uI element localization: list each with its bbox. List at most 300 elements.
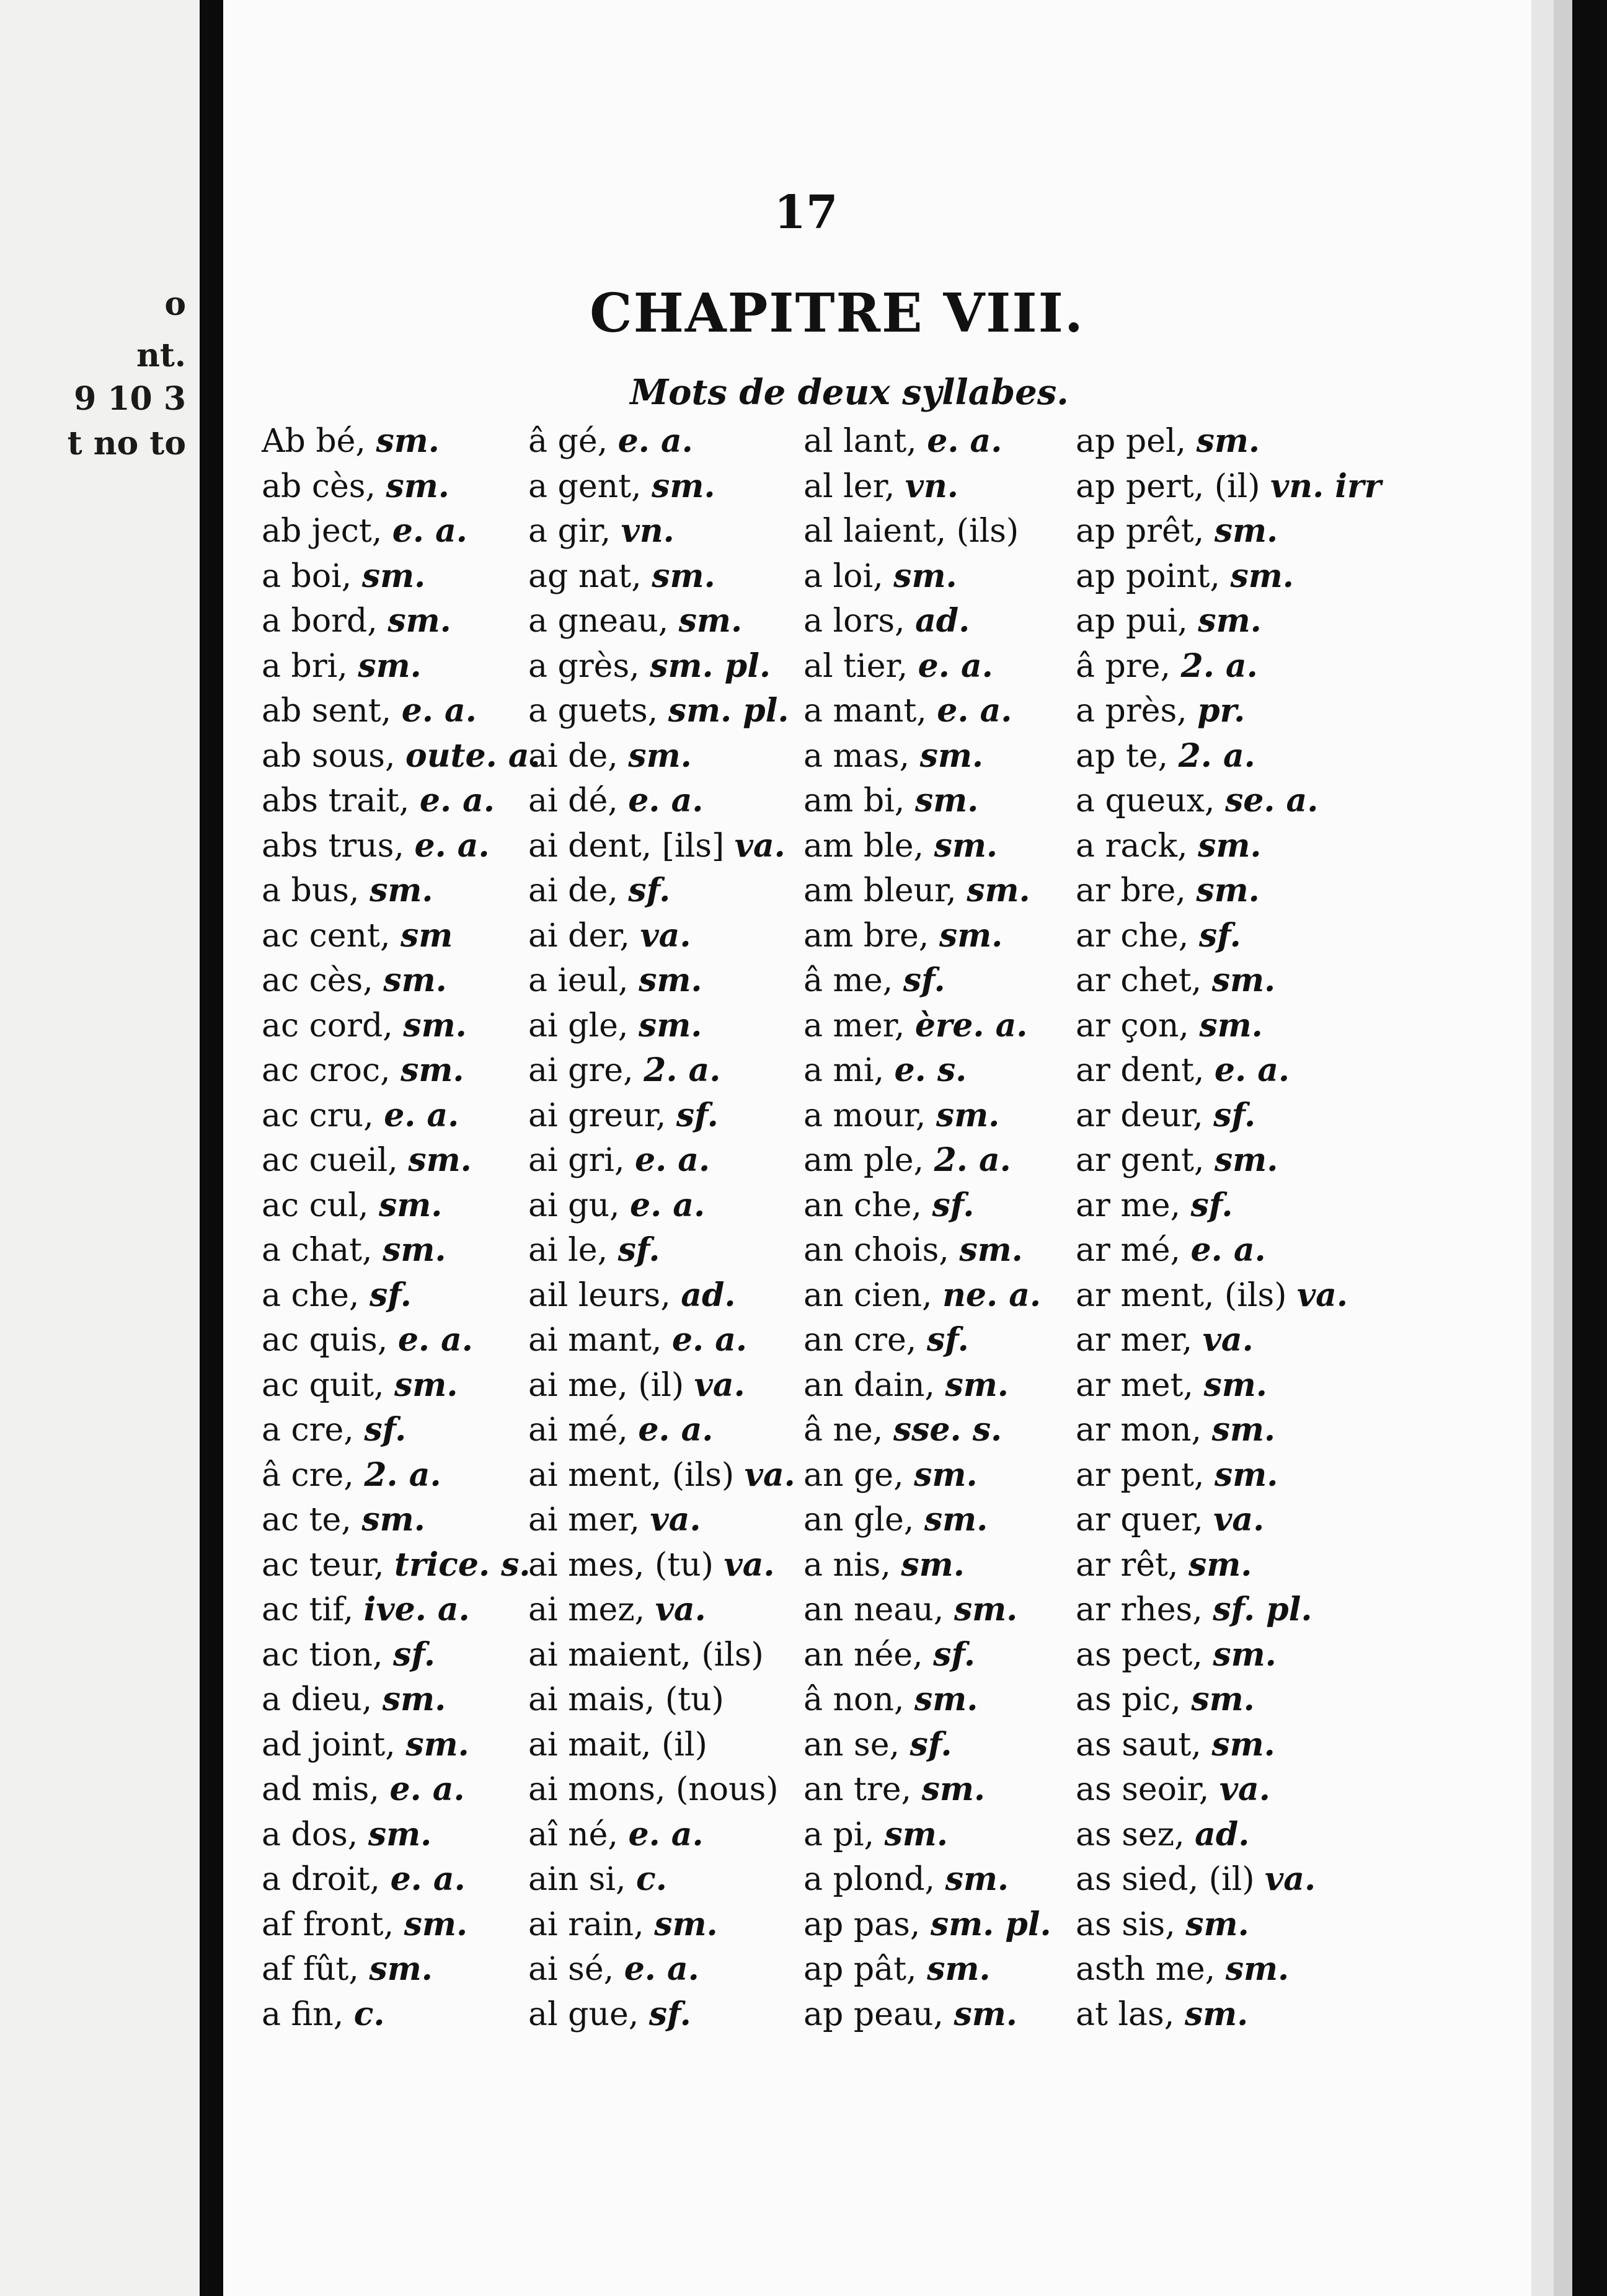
- dictionary-entry: [804, 1273, 1089, 1318]
- entry-abbreviation: sm.: [945, 1860, 1009, 1898]
- entry-abbreviation: sm.: [639, 961, 702, 999]
- dictionary-entry: [528, 1992, 813, 2038]
- chapter-title: CHAPITRE VIII.: [590, 282, 1084, 345]
- dictionary-entry: [528, 958, 813, 1004]
- entry-abbreviation: c.: [353, 1995, 385, 2033]
- entry-abbreviation: sm.: [378, 1186, 443, 1224]
- dictionary-entry: [1076, 1992, 1361, 2038]
- entry-word: a loi,: [804, 557, 883, 595]
- entry-abbreviation: sm.: [914, 1680, 978, 1718]
- entry-word: am ple,: [804, 1142, 924, 1179]
- entry-abbreviation: sm.: [383, 1231, 446, 1269]
- entry-word: ac cul,: [262, 1186, 369, 1224]
- entry-word: a che,: [262, 1276, 360, 1314]
- entry-word: ac te,: [262, 1501, 352, 1539]
- entry-abbreviation: sm.: [924, 1501, 988, 1539]
- entry-word: ar ment, (ils): [1076, 1276, 1287, 1314]
- entry-word: ac tion,: [262, 1636, 383, 1674]
- dictionary-entry: [804, 1408, 1089, 1453]
- entry-abbreviation: sm: [401, 916, 453, 955]
- entry-word: an che,: [804, 1186, 922, 1224]
- entry-abbreviation: sm.: [383, 961, 447, 999]
- dictionary-entry: [804, 1318, 1089, 1363]
- dictionary-entry: [804, 779, 1089, 824]
- dictionary-entry: [528, 1183, 813, 1229]
- dictionary-entry: [528, 1004, 813, 1049]
- entry-abbreviation: sm.: [628, 736, 692, 775]
- dictionary-entry: [262, 1587, 547, 1633]
- left-page-fragment: t no to: [67, 425, 186, 462]
- entry-word: ag nat,: [528, 557, 642, 595]
- dictionary-entry: [262, 868, 547, 914]
- entry-word: ap pert, (il): [1076, 467, 1260, 505]
- dictionary-entry: [528, 509, 813, 554]
- entry-abbreviation: sm. pl.: [650, 647, 771, 685]
- entry-word: ar quer,: [1076, 1501, 1203, 1539]
- dictionary-entry: [804, 1587, 1089, 1633]
- entry-abbreviation: va.: [1213, 1501, 1265, 1539]
- entry-word: aî né,: [528, 1816, 618, 1853]
- entry-abbreviation: ère. a.: [914, 1006, 1028, 1044]
- dictionary-entry: [1076, 1723, 1361, 1768]
- dictionary-entry: [262, 509, 547, 554]
- entry-abbreviation: sf.: [618, 1231, 660, 1269]
- entry-abbreviation: sm.: [945, 1366, 1009, 1404]
- entry-word: ac tif,: [262, 1591, 354, 1628]
- entry-word: an cre,: [804, 1322, 917, 1359]
- entry-abbreviation: sf. pl.: [1213, 1591, 1313, 1628]
- left-page-fragment: o: [164, 285, 186, 323]
- dictionary-entry: [1076, 1543, 1361, 1588]
- entry-abbreviation: va.: [744, 1455, 795, 1494]
- dictionary-entry: [1076, 914, 1361, 959]
- entry-abbreviation: sm.: [678, 602, 743, 640]
- entry-abbreviation: sm.: [901, 1545, 965, 1584]
- dictionary-entry: [528, 779, 813, 824]
- entry-abbreviation: sm.: [967, 872, 1030, 909]
- dictionary-entry: [528, 914, 813, 959]
- dictionary-entry: [262, 1273, 547, 1318]
- entry-abbreviation: va.: [1296, 1276, 1348, 1314]
- entry-abbreviation: sm.: [884, 1815, 948, 1853]
- dictionary-entry: [804, 1947, 1089, 1992]
- dictionary-entry: [804, 1633, 1089, 1678]
- dictionary-entry: [528, 1677, 813, 1723]
- entry-word: an chois,: [804, 1232, 949, 1269]
- dictionary-entry: [1076, 1228, 1361, 1273]
- entry-word: ap pât,: [804, 1951, 917, 1988]
- entry-abbreviation: sm.: [386, 467, 449, 505]
- dictionary-entry: [528, 1498, 813, 1543]
- entry-abbreviation: sm.: [1211, 1725, 1275, 1764]
- dictionary-entry: [804, 1992, 1089, 2038]
- entry-abbreviation: sf.: [364, 1411, 407, 1449]
- entry-word: ad joint,: [262, 1726, 396, 1764]
- entry-abbreviation: va.: [650, 1501, 701, 1539]
- entry-word: af front,: [262, 1905, 394, 1943]
- entry-word: am bre,: [804, 917, 929, 955]
- dictionary-entry: [528, 644, 813, 689]
- entry-abbreviation: sm.: [936, 1096, 1000, 1134]
- entry-abbreviation: sf.: [910, 1725, 952, 1764]
- dictionary-entry: [528, 868, 813, 914]
- entry-word: a bri,: [262, 647, 348, 685]
- entry-word: ar rêt,: [1076, 1546, 1179, 1584]
- entry-abbreviation: va.: [734, 826, 786, 865]
- dictionary-entry: [1076, 734, 1361, 779]
- entry-abbreviation: va.: [655, 1591, 706, 1628]
- entry-abbreviation: sm.: [394, 1366, 458, 1404]
- dictionary-entry: [528, 1138, 813, 1183]
- entry-word: a gent,: [528, 467, 642, 505]
- dictionary-entry: [1076, 868, 1361, 914]
- entry-abbreviation: e. a.: [397, 1321, 473, 1359]
- section-title: Mots de deux syllabes.: [630, 372, 1069, 413]
- entry-word: ap point,: [1076, 557, 1220, 595]
- entry-abbreviation: va.: [640, 916, 691, 955]
- entry-abbreviation: sm.: [914, 1455, 978, 1494]
- entry-word: ab sent,: [262, 692, 392, 730]
- dictionary-entry: [804, 1677, 1089, 1723]
- entry-word: a mour,: [804, 1097, 926, 1134]
- entry-word: as saut,: [1076, 1726, 1202, 1764]
- dictionary-entry: [262, 1453, 547, 1498]
- entry-abbreviation: sm.: [1199, 1006, 1263, 1044]
- dictionary-entry: [262, 1498, 547, 1543]
- entry-word: ac cord,: [262, 1007, 393, 1044]
- entry-word: a lors,: [804, 603, 905, 640]
- entry-abbreviation: sm.: [376, 422, 440, 460]
- entry-word: â non,: [804, 1681, 905, 1718]
- dictionary-entry: [528, 1543, 813, 1588]
- entry-word: a fin,: [262, 1995, 344, 2033]
- entry-word: am bi,: [804, 782, 905, 819]
- dictionary-entry: [804, 868, 1089, 914]
- dictionary-entry: [804, 689, 1089, 734]
- dictionary-entry: [804, 958, 1089, 1004]
- dictionary-entry: [262, 464, 547, 510]
- entry-word: am ble,: [804, 827, 924, 865]
- entry-word: a cre,: [262, 1411, 354, 1449]
- entry-word: ai le,: [528, 1232, 608, 1269]
- dictionary-entry: [528, 464, 813, 510]
- entry-abbreviation: sm.: [1214, 512, 1278, 550]
- entry-abbreviation: c.: [636, 1860, 667, 1898]
- entry-abbreviation: sm.: [919, 736, 983, 775]
- entry-abbreviation: e. a.: [638, 1411, 714, 1449]
- entry-word: ac croc,: [262, 1052, 391, 1089]
- entry-abbreviation: sm.: [361, 1501, 425, 1539]
- entry-abbreviation: sm.: [1203, 1366, 1267, 1404]
- dictionary-entry: [804, 1183, 1089, 1229]
- word-column: [528, 419, 813, 2037]
- entry-word: ai rain,: [528, 1905, 644, 1943]
- entry-word: a chat,: [262, 1232, 373, 1269]
- entry-word: an tre,: [804, 1771, 912, 1808]
- dictionary-entry: [528, 1453, 813, 1498]
- entry-abbreviation: sf.: [649, 1995, 691, 2033]
- entry-word: ap pui,: [1076, 603, 1188, 640]
- dictionary-entry: [804, 1004, 1089, 1049]
- entry-word: a rack,: [1076, 827, 1188, 865]
- entry-word: ai mez,: [528, 1591, 645, 1628]
- entry-word: ap pel,: [1076, 423, 1187, 460]
- dictionary-entry: [262, 1633, 547, 1678]
- entry-word: an ge,: [804, 1456, 904, 1494]
- entry-abbreviation: sm.: [1184, 1995, 1249, 2033]
- entry-word: ai ment, (ils): [528, 1456, 735, 1494]
- entry-abbreviation: e. a.: [618, 422, 693, 460]
- entry-word: as pect,: [1076, 1636, 1203, 1674]
- entry-abbreviation: sm.: [927, 1950, 991, 1988]
- entry-word: â ne,: [804, 1411, 883, 1449]
- dictionary-entry: [804, 1363, 1089, 1408]
- entry-abbreviation: e. a.: [401, 692, 477, 730]
- entry-abbreviation: e. a.: [671, 1321, 748, 1359]
- dictionary-entry: [528, 1587, 813, 1633]
- dictionary-entry: [804, 1813, 1089, 1858]
- entry-abbreviation: ad.: [915, 602, 970, 640]
- entry-abbreviation: ne. a.: [942, 1276, 1042, 1314]
- entry-word: ail leurs,: [528, 1276, 671, 1314]
- entry-abbreviation: sm.: [652, 557, 715, 595]
- dictionary-entry: [1076, 599, 1361, 644]
- entry-word: ar chet,: [1076, 962, 1202, 999]
- dictionary-entry: [804, 1723, 1089, 1768]
- entry-word: ar dent,: [1076, 1052, 1205, 1089]
- entry-abbreviation: sm.: [369, 1950, 433, 1988]
- dictionary-entry: [262, 1408, 547, 1453]
- dictionary-entry: [1076, 1498, 1361, 1543]
- dictionary-entry: [804, 1093, 1089, 1139]
- dictionary-entry: [804, 644, 1089, 689]
- entry-abbreviation: sm.: [387, 602, 451, 640]
- book-gutter: [200, 0, 223, 2296]
- entry-word: ai de,: [528, 737, 618, 775]
- entry-abbreviation: sf.: [1190, 1186, 1233, 1224]
- dictionary-entry: [1076, 1902, 1361, 1948]
- dictionary-entry: [262, 1093, 547, 1139]
- entry-word: ap peau,: [804, 1995, 944, 2033]
- entry-word: a près,: [1076, 692, 1187, 730]
- entry-word: ai greur,: [528, 1097, 666, 1134]
- entry-word: a gir,: [528, 513, 611, 550]
- entry-abbreviation: sm.: [370, 872, 433, 909]
- entry-word: ac cent,: [262, 917, 391, 955]
- entry-word: as sis,: [1076, 1905, 1175, 1943]
- dictionary-entry: [1076, 958, 1361, 1004]
- entry-word: a bord,: [262, 603, 378, 640]
- dictionary-entry: [804, 1498, 1089, 1543]
- entry-abbreviation: e. a.: [628, 1815, 704, 1853]
- dictionary-entry: [1076, 824, 1361, 869]
- dictionary-entry: [262, 554, 547, 599]
- dictionary-entry: [1076, 779, 1361, 824]
- dictionary-entry: [262, 1813, 547, 1858]
- entry-word: ai mer,: [528, 1501, 640, 1539]
- entry-word: ai maient, (ils): [528, 1636, 764, 1674]
- dictionary-entry: [262, 1857, 547, 1902]
- entry-abbreviation: sm.: [954, 1995, 1017, 2033]
- dictionary-entry: [528, 599, 813, 644]
- dictionary-entry: [804, 1857, 1089, 1902]
- dictionary-entry: [804, 554, 1089, 599]
- entry-word: a dieu,: [262, 1681, 373, 1718]
- entry-word: ac cru,: [262, 1097, 374, 1134]
- entry-word: as seoir,: [1076, 1771, 1210, 1808]
- entry-word: al ler,: [804, 467, 895, 505]
- dictionary-entry: [1076, 1138, 1361, 1183]
- entry-abbreviation: 2. a.: [1180, 647, 1258, 685]
- entry-abbreviation: sf.: [1213, 1096, 1256, 1134]
- dictionary-entry: [1076, 1048, 1361, 1093]
- entry-word: ac cueil,: [262, 1142, 398, 1179]
- entry-abbreviation: sm.: [654, 1905, 718, 1943]
- entry-abbreviation: sm. pl.: [668, 692, 789, 730]
- entry-abbreviation: sm.: [934, 826, 998, 865]
- entry-abbreviation: sm.: [358, 647, 422, 685]
- entry-word: asth me,: [1076, 1951, 1216, 1988]
- dictionary-entry: [1076, 689, 1361, 734]
- word-column: [1076, 419, 1381, 2037]
- entry-abbreviation: sm.: [1185, 1905, 1249, 1943]
- entry-word: ai de,: [528, 872, 618, 909]
- entry-word: an gle,: [804, 1501, 914, 1539]
- dictionary-entry: [528, 1273, 813, 1318]
- entry-word: an neau,: [804, 1591, 944, 1628]
- word-column: [804, 419, 1089, 2037]
- entry-word: ai dé,: [528, 782, 618, 819]
- dictionary-entry: [1076, 464, 1381, 510]
- entry-abbreviation: sm.: [893, 557, 957, 595]
- dictionary-entry: [1076, 1677, 1361, 1723]
- entry-word: ar che,: [1076, 917, 1189, 955]
- dictionary-entry: [1076, 1273, 1361, 1318]
- entry-word: a droit,: [262, 1861, 381, 1898]
- dictionary-entry: [804, 464, 1089, 510]
- dictionary-entry: [262, 1138, 547, 1183]
- entry-abbreviation: sm.: [1188, 1545, 1252, 1584]
- entry-abbreviation: sm.: [959, 1231, 1023, 1269]
- left-page-fragment: 9 10 3: [74, 380, 186, 418]
- entry-word: ai gle,: [528, 1007, 629, 1044]
- entry-abbreviation: vn. irr: [1270, 467, 1381, 505]
- word-column: [262, 419, 547, 2037]
- entry-word: ai dent, [ils]: [528, 827, 725, 865]
- entry-word: ar çon,: [1076, 1007, 1189, 1044]
- dictionary-entry: [528, 554, 813, 599]
- left-facing-page: [0, 0, 200, 2296]
- entry-word: am bleur,: [804, 872, 957, 909]
- entry-abbreviation: sm.: [921, 1770, 986, 1808]
- dictionary-entry: [528, 1947, 813, 1992]
- page-edge: [1531, 0, 1554, 2296]
- entry-abbreviation: sm.: [405, 1725, 469, 1764]
- entry-word: a mas,: [804, 737, 910, 775]
- entry-word: ac cès,: [262, 962, 373, 999]
- entry-abbreviation: 2. a.: [1178, 736, 1255, 775]
- dictionary-entry: [262, 1363, 547, 1408]
- entry-word: a mer,: [804, 1007, 905, 1044]
- dictionary-entry: [1076, 1183, 1361, 1229]
- entry-word: ab sous,: [262, 737, 396, 775]
- dictionary-entry: [804, 914, 1089, 959]
- entry-abbreviation: sm.: [401, 1051, 464, 1089]
- entry-abbreviation: sm.: [1191, 1680, 1255, 1718]
- entry-abbreviation: e. a.: [918, 647, 993, 685]
- entry-word: ai mé,: [528, 1411, 628, 1449]
- dictionary-entry: [804, 734, 1089, 779]
- dictionary-entry: [528, 1408, 813, 1453]
- dictionary-entry: [262, 779, 547, 824]
- entry-word: a queux,: [1076, 782, 1215, 819]
- dictionary-entry: [262, 1228, 547, 1273]
- entry-word: â cre,: [262, 1456, 354, 1494]
- entry-word: ai der,: [528, 917, 630, 955]
- dictionary-entry: [262, 1048, 547, 1093]
- dictionary-entry: [1076, 1813, 1361, 1858]
- entry-abbreviation: 2. a.: [934, 1141, 1011, 1179]
- entry-word: a boi,: [262, 557, 352, 595]
- entry-abbreviation: e. a.: [1190, 1231, 1266, 1269]
- dictionary-entry: [804, 1453, 1089, 1498]
- dictionary-entry: [262, 1677, 547, 1723]
- entry-word: an dain,: [804, 1366, 935, 1404]
- entry-abbreviation: se. a.: [1224, 782, 1319, 819]
- entry-word: ai gu,: [528, 1186, 620, 1224]
- entry-word: â pre,: [1076, 647, 1171, 685]
- entry-abbreviation: sm.: [404, 1905, 468, 1943]
- entry-word: ap prêt,: [1076, 513, 1205, 550]
- entry-abbreviation: sm.: [1198, 602, 1262, 640]
- entry-word: ai mant,: [528, 1322, 662, 1359]
- dictionary-entry: [1076, 1318, 1361, 1363]
- entry-abbreviation: ad.: [681, 1276, 736, 1314]
- entry-word: ar mon,: [1076, 1411, 1202, 1449]
- entry-word: abs trus,: [262, 827, 404, 865]
- entry-abbreviation: sm.: [1211, 961, 1276, 999]
- entry-abbreviation: sm.: [408, 1141, 472, 1179]
- entry-abbreviation: sm.: [368, 1815, 432, 1853]
- entry-word: an se,: [804, 1726, 900, 1764]
- entry-abbreviation: sf.: [369, 1276, 412, 1314]
- entry-word: a grès,: [528, 647, 640, 685]
- entry-abbreviation: e. a.: [628, 782, 704, 819]
- dictionary-entry: [1076, 1453, 1361, 1498]
- entry-word: ar mer,: [1076, 1322, 1193, 1359]
- entry-abbreviation: sf.: [1198, 916, 1241, 955]
- dictionary-entry: [1076, 1633, 1361, 1678]
- entry-abbreviation: sm.: [1225, 1950, 1290, 1988]
- entry-word: Ab bé,: [262, 423, 366, 460]
- dictionary-entry: [262, 599, 547, 644]
- dictionary-entry: [1076, 1767, 1361, 1813]
- entry-abbreviation: vn.: [905, 467, 958, 505]
- entry-word: a nis,: [804, 1546, 891, 1584]
- dictionary-entry: [804, 1228, 1089, 1273]
- entry-abbreviation: sm.: [361, 557, 426, 595]
- dictionary-entry: [1076, 509, 1361, 554]
- entry-abbreviation: sf.: [933, 1635, 976, 1674]
- entry-abbreviation: va.: [724, 1545, 775, 1584]
- dictionary-entry: [804, 1138, 1089, 1183]
- entry-abbreviation: sf.: [393, 1635, 435, 1674]
- entry-abbreviation: e. a.: [392, 512, 467, 550]
- dictionary-entry: [528, 1363, 813, 1408]
- entry-word: a bus,: [262, 872, 360, 909]
- entry-abbreviation: e. a.: [384, 1096, 459, 1134]
- entry-abbreviation: sm.: [939, 916, 1003, 955]
